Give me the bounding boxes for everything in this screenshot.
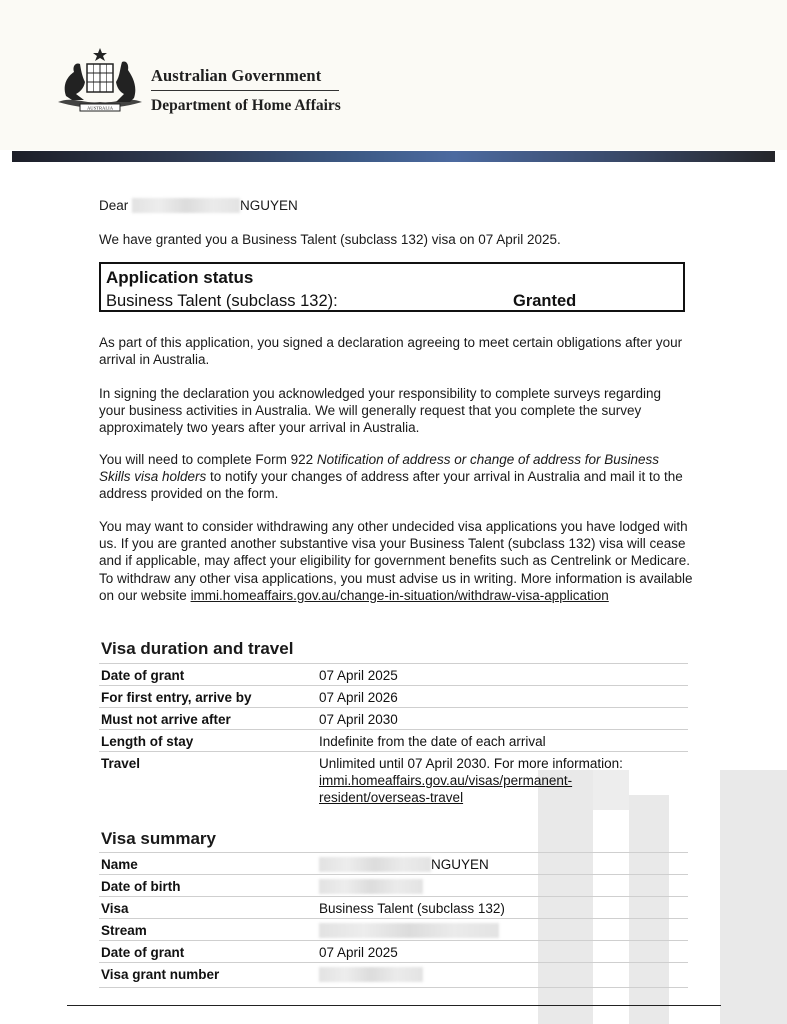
letterhead <box>0 0 787 150</box>
header-divider <box>151 90 339 91</box>
overseas-travel-link[interactable]: immi.homeaffairs.gov.au/visas/permanent-resident/overseas-travel <box>319 773 573 806</box>
status-title: Application status <box>106 268 254 287</box>
paragraph-surveys: In signing the declaration you acknowledged your responsibility to complete surveys regarding your business activities in Australia. We will generally request that you complete the survey approximately two years after your arrival in Australia. <box>99 386 662 436</box>
coat-of-arms-icon <box>54 46 146 118</box>
intro-text: We have granted you a Business Talent (subclass 132) visa on 07 April 2025. <box>99 232 561 247</box>
paragraph-obligations: As part of this application, you signed a declaration agreeing to meet certain obligations after your arrival in Australia. <box>99 335 683 368</box>
salutation-prefix: Dear <box>99 198 129 213</box>
table-row: Date of grant 07 April 2025 <box>99 940 688 963</box>
salutation-surname: NGUYEN <box>240 198 298 213</box>
status-label: Business Talent (subclass 132): <box>106 292 338 310</box>
table-row: Must not arrive after 07 April 2030 <box>99 707 688 730</box>
redacted-grant-number <box>319 967 423 982</box>
redacted-stream <box>319 923 499 938</box>
redacted-date-of-birth <box>319 879 423 894</box>
redacted-given-name <box>132 198 240 213</box>
summary-section-title: Visa summary <box>101 829 216 848</box>
table-row: Stream <box>99 918 688 941</box>
table-row: Visa Business Talent (subclass 132) <box>99 896 688 919</box>
form-922-title: Notification of address or change of address for Business Skills visa holders <box>99 452 660 485</box>
dept-name: Department of Home Affairs <box>151 97 341 114</box>
table-row: Date of grant 07 April 2025 <box>99 663 688 686</box>
table-row: Visa grant number <box>99 962 688 988</box>
table-row: For first entry, arrive by 07 April 2026 <box>99 685 688 708</box>
duration-section-title: Visa duration and travel <box>101 639 294 658</box>
paragraph-withdraw: You may want to consider withdrawing any other undecided visa applications you have lodged with us. If you are granted another substantive visa your Business Talent (subclass 132) visa will cease and if applicable, may affect your eligibility for government benefits such as Centrelink or Medicare. To withdraw any other visa applications, you must advise us in writing. More information is available on our website immi.homeaffairs.gov.au/change-in-situation/withdraw-visa-application <box>99 519 693 603</box>
redacted-given-name <box>319 857 431 872</box>
table-row: Length of stay Indefinite from the date of each arrival <box>99 729 688 752</box>
gov-name: Australian Government <box>151 66 322 85</box>
footer-divider <box>67 1005 721 1006</box>
table-row: Date of birth <box>99 874 688 897</box>
withdraw-visa-link[interactable]: immi.homeaffairs.gov.au/change-in-situation/withdraw-visa-application <box>190 587 609 603</box>
status-value: Granted <box>513 292 577 310</box>
header-color-bar <box>12 151 775 162</box>
salutation <box>99 197 298 214</box>
svg-text:AUSTRALIA: AUSTRALIA <box>86 105 114 111</box>
watermark-shape <box>720 770 787 1024</box>
table-row: Name NGUYEN <box>99 852 688 875</box>
table-row: Travel Unlimited until 07 April 2030. For more information: immi.homeaffairs.gov.au/visas/permanent-resident/overseas-travel <box>99 751 688 812</box>
application-status-box <box>99 262 685 312</box>
paragraph-form-922: You will need to complete Form 922 Notification of address or change of address for Business Skills visa holders to notify your changes of address after your arrival in Australia and mail it to the address provided on the form. <box>99 452 683 502</box>
